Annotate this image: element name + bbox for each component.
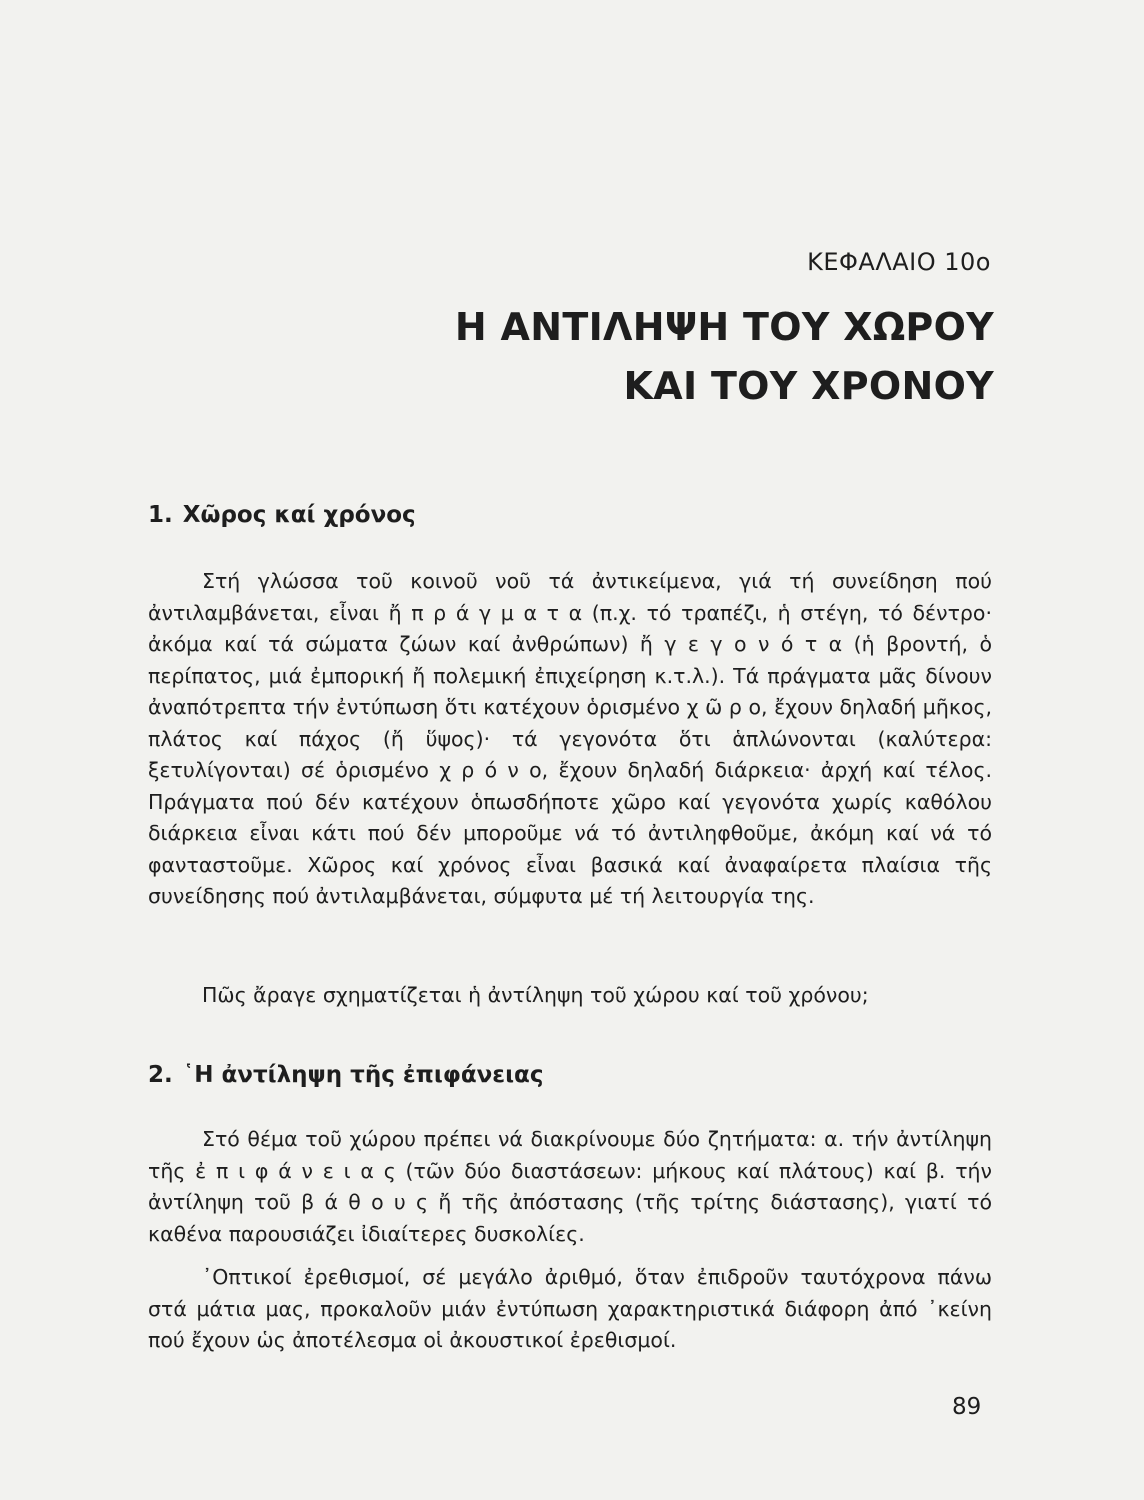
page-number: 89 xyxy=(952,1394,982,1420)
section-2-heading xyxy=(148,1062,544,1088)
section-2-paragraph-2: ᾿Οπτικοί ἐρεθισμοί, σέ μεγάλο ἀριθμό, ὅταν ἐπιδροῦν ταυτόχρονα πάνω στά μάτια μας, προκαλοῦν μιάν ἐντύπωση χαρακτηριστικά διάφορη ἀπό ᾿κείνη πού ἔχουν ὡς ἀποτέλεσμα οἱ ἀκουστικοί ἐρεθισμοί. xyxy=(148,1265,992,1352)
section-2-paragraph-1: Στό θέμα τοῦ χώρου πρέπει νά διακρίνουμε δύο ζητήματα: α. τήν ἀντίληψη τῆς ἐ π ι φ ά ν ε ι α ς (τῶν δύο διαστάσεων: μήκους καί πλάτους) καί β. τήν ἀντίληψη τοῦ β ά θ ο υ ς ἤ τῆς ἀπόστασης (τῆς τρίτης διάστασης), γιατί τό καθένα παρουσιάζει ἰδιαίτερες δυσκολίες. xyxy=(148,1127,992,1246)
section-1-title: Χῶρος καί χρόνος xyxy=(182,502,416,528)
chapter-title xyxy=(294,298,994,416)
section-2-title: ῾Η ἀντίληψη τῆς ἐπιφάνειας xyxy=(182,1062,544,1088)
section-1-paragraph-2: Πῶς ἄραγε σχηματίζεται ἡ ἀντίληψη τοῦ χώρου καί τοῦ χρόνου; xyxy=(202,983,869,1007)
section-2-number: 2. xyxy=(148,1062,173,1088)
chapter-title-line-2: ΚΑΙ ΤΟΥ ΧΡΟΝΟΥ xyxy=(623,364,994,408)
section-1-paragraph-1: Στή γλώσσα τοῦ κοινοῦ νοῦ τά ἀντικείμενα, γιά τή συνείδηση πού ἀντιλαμβάνεται, εἶναι ἤ π ρ ά γ μ α τ α (π.χ. τό τραπέζι, ἡ στέγη, τό δέντρο· ἀκόμα καί τά σώματα ζώων καί ἀνθρώπων) ἤ γ ε γ ο ν ό τ α (ἡ βροντή, ὁ περίπατος, μιά ἐμπορική ἤ πολεμική ἐπιχείρηση κ.τ.λ.). Τά πράγματα μᾶς δίνουν ἀναπότρεπτα τήν ἐντύπωση ὅτι κατέχουν ὁρισμένο χ ῶ ρ ο, ἔχουν δηλαδή μῆκος, πλάτος καί πάχος (ἤ ὕψος)· τά γεγονότα ὅτι ἁπλώνονται (καλύτερα: ξετυλίγονται) σέ ὁρισμένο χ ρ ό ν ο, ἔχουν δηλαδή διάρκεια· ἀρχή καί τέλος. Πράγματα πού δέν κατέχουν ὁπωσδήποτε χῶρο καί γεγονότα χωρίς καθόλου διάρκεια εἶναι κάτι πού δέν μποροῦμε νά τό ἀντιληφθοῦμε, ἀκόμη καί νά τό φανταστοῦμε. Χῶρος καί χρόνος εἶναι βασικά καί ἀναφαίρετα πλαίσια τῆς συνείδησης πού ἀντιλαμβάνεται, σύμφυτα μέ τή λειτουργία της. xyxy=(148,569,992,908)
chapter-title-line-1: Η ΑΝΤΙΛΗΨΗ ΤΟΥ ΧΩΡΟΥ xyxy=(454,305,994,349)
section-1-heading xyxy=(148,502,416,528)
chapter-label: ΚΕΦΑΛΑΙΟ 10ο xyxy=(807,248,991,276)
section-1-number: 1. xyxy=(148,502,173,528)
